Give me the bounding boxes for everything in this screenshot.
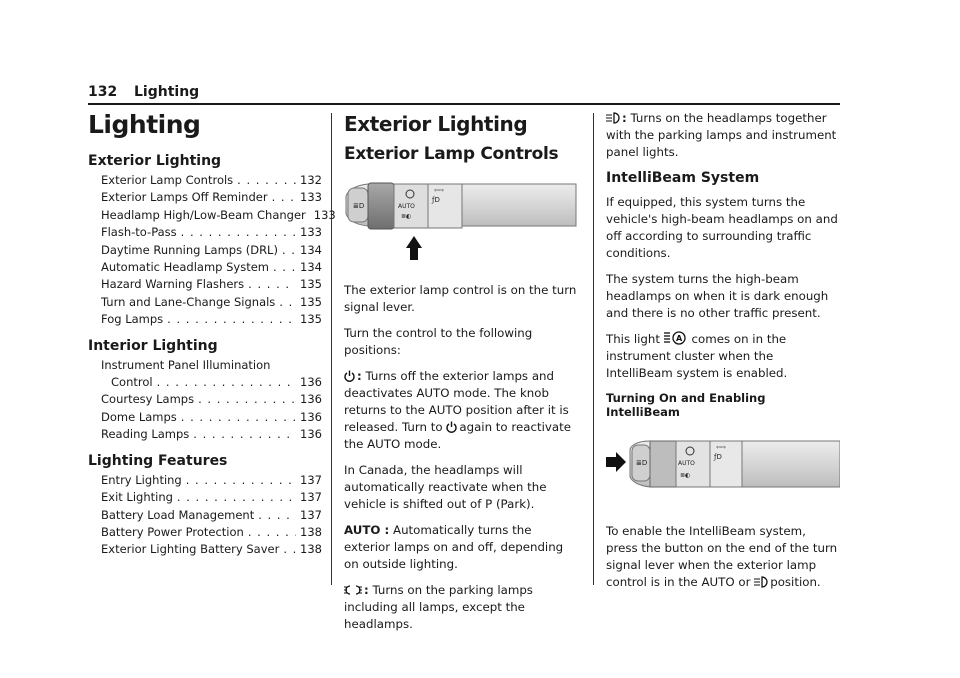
chapter-contents [88,110,336,559]
toc-entry[interactable] [88,259,322,276]
toc-entry-page: 136 [300,427,322,442]
paragraph-headlamp [606,110,840,161]
procedure-title: Turning On and Enabling IntelliBeam [606,391,766,419]
enable-text-b: AUTO or [701,575,751,589]
toc-leader [282,242,296,259]
subsection-title: Exterior Lamp Controls [344,144,559,164]
toc-entry-page: 137 [300,490,322,505]
toc-leader [272,189,296,206]
toc-leader [193,426,296,443]
toc-entry-page: 132 [300,173,322,187]
toc-leader [167,311,296,328]
header-rule [88,103,840,105]
toc-entry-label: Turn and Lane-Change Signals [101,294,276,309]
toc-entry-page: 136 [300,392,322,407]
toc-entry-page: 133 [300,225,322,240]
intellibeam-indicator-icon [664,331,686,345]
toc-entry-label: Fog Lamps [101,312,164,327]
toc-entry-label: Headlamp High/Low-Beam Changer [101,207,306,222]
off-text-continued: again to reactivate the AUTO mode. [344,420,571,451]
paragraph: The system turns the high-beam headlamps on when it is dark enough and there is no other traffic present. [606,272,829,320]
toc-entry-page: 134 [300,260,322,275]
parking-text: Turns on the parking lamps including all lamps, except the headlamps. [344,583,533,631]
toc-entry-label: Instrument Panel Illumination [101,357,271,372]
toc-entry[interactable] [88,391,322,408]
toc-entry-page: 135 [300,294,322,309]
toc-entry-label: Automatic Headlamp System [101,260,269,275]
lamp-control-figure [344,174,580,272]
toc-entry[interactable] [88,541,322,558]
indicator-text-a: This light [606,332,661,346]
headlamp-icon [606,112,620,124]
toc-leader [283,541,296,558]
indicator-text-b: comes on in the instrument cluster when the IntelliBeam system is enabled. [606,332,788,380]
parking-lamp-icon [344,584,362,596]
svg-text:≣D: ≣D [353,202,365,210]
paragraph-off [344,368,580,453]
toc-entry[interactable] [88,224,322,241]
toc-entry-page: 136 [300,409,322,424]
toc-entry[interactable] [88,409,322,426]
toc-entry-label: Battery Load Management [101,507,255,522]
auto-term: AUTO : [344,523,390,537]
toc-entry-label: Entry Lighting [101,472,182,487]
exterior-lighting-column [344,110,580,642]
toc-entry-label-cont: Control [111,375,153,390]
toc-entry-label: Daytime Running Lamps (DRL) [101,242,278,257]
toc-entry-label: Exterior Lamps Off Reminder [101,190,268,205]
page-header [88,84,840,104]
term-separator: : [364,583,369,597]
toc-entry[interactable] [88,311,322,328]
paragraph: If equipped, this system turns the vehicle's high-beam headlamps on and off according to surrounding traffic conditions. [606,195,838,260]
paragraph: In Canada, the headlamps will automatically reactivate when the vehicle is shifted out of P (Park). [344,463,547,511]
svg-text:A: A [675,334,682,343]
column-divider [593,113,594,585]
toc-entry-label: Battery Power Protection [101,524,244,539]
turn-signal-lever-illustration [344,174,580,268]
paragraph-auto [344,522,580,573]
toc-leader [177,489,296,506]
toc-entry-page: 133 [300,190,322,205]
toc-entry-label: Reading Lamps [101,427,190,442]
toc-entry[interactable] [88,242,322,259]
enable-text-a: To enable the IntelliBeam system, press the button on the end of the turn signal lever when the exterior lamp control is in the [606,524,838,589]
toc-entry-label: Exterior Lamp Controls [101,173,234,187]
toc-entry-page: 138 [300,524,322,539]
toc-group-heading: Exterior Lighting [88,153,222,169]
svg-text:≣◐: ≣◐ [680,472,691,479]
term-separator: : [357,369,362,383]
svg-text:≣◐: ≣◐ [401,213,412,220]
toc-leader [248,524,296,541]
svg-text:≣D: ≣D [636,459,648,467]
toc-leader [157,374,296,391]
toc-group-heading: Interior Lighting [88,337,218,354]
paragraph: The exterior lamp control is on the turn signal lever. [344,283,577,314]
toc-entry-page: 133 [313,207,336,222]
toc-entry[interactable] [88,207,336,224]
toc-entry[interactable] [88,489,322,506]
toc-entry[interactable] [88,276,322,293]
headlamp-icon [754,576,768,588]
toc-entry-label: Exterior Lighting Battery Saver [101,542,280,557]
toc-entry-page: 135 [300,312,322,327]
toc-leader [237,172,296,189]
toc-entry-page: 136 [300,375,322,390]
toc-leader [181,409,296,426]
running-section-title: Lighting [134,84,200,100]
toc-entry[interactable] [88,172,322,189]
column-divider [331,113,332,585]
toc-entry[interactable] [88,357,322,392]
toc-entry-page: 137 [300,507,322,522]
arrow-up-icon [406,236,422,260]
toc [88,153,336,559]
svg-text:⇦⇨: ⇦⇨ [434,187,445,194]
toc-entry[interactable] [88,524,322,541]
paragraph: Turn the control to the following positions: [344,326,533,357]
fig-auto-label: AUTO [398,203,415,210]
toc-entry-label: Courtesy Lamps [101,392,195,407]
subsection-title: IntelliBeam System [606,170,760,186]
toc-entry-label: Dome Lamps [101,409,177,424]
toc-group-heading: Lighting Features [88,452,228,469]
toc-entry[interactable] [88,507,322,524]
paragraph-parking [344,582,580,633]
toc-entry[interactable] [88,426,322,443]
toc-entry-label: Flash-to-Pass [101,225,177,240]
toc-leader [248,276,296,293]
svg-text:ƒD: ƒD [714,453,722,461]
toc-entry-page: 138 [300,542,322,557]
power-off-icon [344,370,355,382]
auto-text: Automatically turns the exterior lamps on and off, depending on outside lighting. [344,523,564,571]
toc-leader [181,224,296,241]
intellibeam-column [606,110,840,600]
toc-entry-page: 134 [300,242,322,257]
toc-leader [198,391,296,408]
off-text: Turns off the exterior lamps and deactivates AUTO mode. The knob returns to the AUTO position after it is released. Turn to [344,369,569,434]
toc-entry-label: Exit Lighting [101,490,173,505]
fig-auto-label: AUTO [678,460,695,467]
power-off-icon [446,421,457,433]
chapter-title: Lighting [88,110,201,139]
toc-entry-label: Hazard Warning Flashers [101,277,245,292]
arrow-right-icon [606,452,626,472]
toc-entry[interactable] [88,472,322,489]
page-number: 132 [88,84,118,100]
svg-text:ƒD: ƒD [432,196,440,204]
toc-leader [273,259,296,276]
toc-entry[interactable] [88,294,322,311]
paragraph-enable [606,523,840,591]
headlamp-text: Turns on the headlamps together with the parking lamps and instrument panel lights. [606,111,837,159]
intellibeam-figure [606,433,840,513]
toc-leader [279,294,296,311]
toc-leader [258,507,296,524]
section-title: Exterior Lighting [344,112,528,136]
enable-text-c: position. [770,575,821,589]
toc-leader [186,472,296,489]
toc-entry-page: 135 [300,277,322,292]
svg-text:⇦⇨: ⇦⇨ [716,444,727,451]
toc-entry[interactable] [88,189,322,206]
toc-entry-page: 137 [300,472,322,487]
term-separator: : [622,111,627,125]
paragraph-indicator [606,331,840,382]
turn-signal-lever-illustration [606,433,840,509]
